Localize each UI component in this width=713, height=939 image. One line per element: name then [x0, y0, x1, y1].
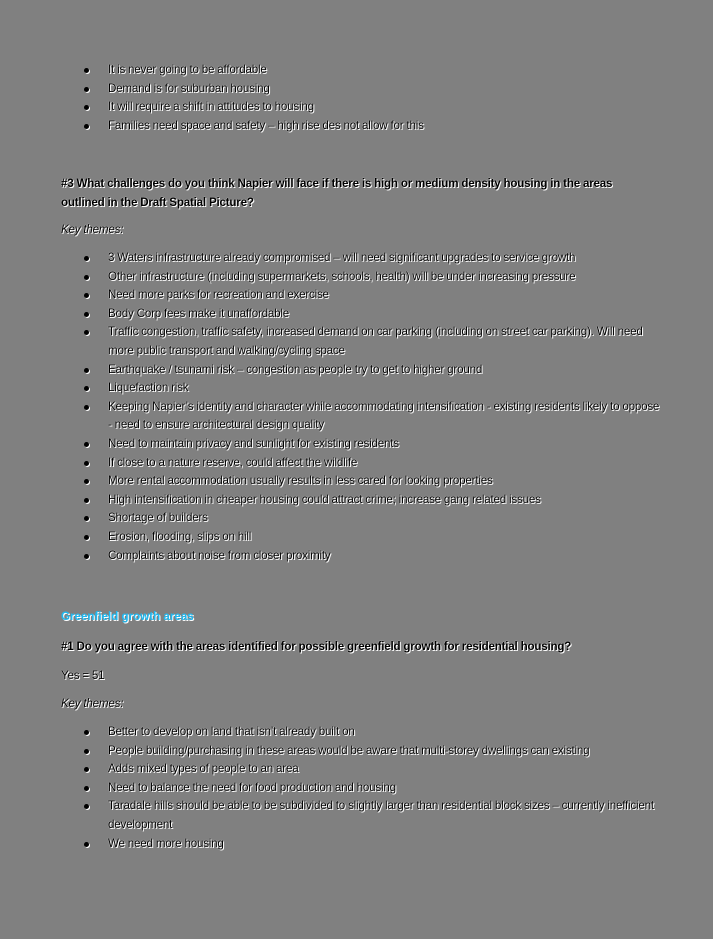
- list-item: Earthquake / tsunami risk – congestion as people try to get to higher ground: [84, 361, 664, 380]
- list-item: Need to balance the need for food production and housing: [84, 779, 664, 798]
- list-item: It will require a shift in attitudes to housing: [84, 98, 664, 117]
- list-item: Better to develop on land that isn’t already built on: [84, 723, 664, 742]
- list-item: Adds mixed types of people to an area: [84, 760, 664, 779]
- question-3-themes-list: [84, 249, 664, 565]
- key-themes-label: Key themes:: [61, 223, 124, 236]
- list-item: Body Corp fees make it unaffordable: [84, 305, 664, 324]
- greenfield-section-heading: Greenfield growth areas: [61, 610, 194, 623]
- list-item: We need more housing: [84, 835, 664, 854]
- top-bullet-list: [84, 61, 664, 135]
- list-item: Other infrastructure (including supermarkets, schools, health) will be under increasing pressure: [84, 268, 664, 287]
- list-item: It is never going to be affordable: [84, 61, 664, 80]
- greenfield-answer-count: Yes = 51: [61, 669, 105, 682]
- question-3-title: #3 What challenges do you think Napier will face if there is high or medium density housing in the areas outlined in the Draft Spatial Picture?: [61, 177, 613, 209]
- list-item: Need more parks for recreation and exercise: [84, 286, 664, 305]
- key-themes-label: Key themes:: [61, 697, 124, 710]
- list-item: Erosion, flooding, slips on hill: [84, 528, 664, 547]
- list-item: Shortage of builders: [84, 509, 664, 528]
- list-item: Traffic congestion, traffic safety, increased demand on car parking (including on street car parking). Will need more public transport and walking/cycling space: [84, 323, 664, 360]
- list-item: Need to maintain privacy and sunlight for existing residents: [84, 435, 664, 454]
- list-item: Families need space and safety – high rise des not allow for this: [84, 117, 664, 136]
- list-item: More rental accommodation usually results in less cared for looking properties: [84, 472, 664, 491]
- list-item: Liquefaction risk: [84, 379, 664, 398]
- greenfield-themes-list: [84, 723, 664, 853]
- list-item: Demand is for suburban housing: [84, 80, 664, 99]
- list-item: If close to a nature reserve, could affect the wildlife: [84, 454, 664, 473]
- list-item: High intensification in cheaper housing could attract crime; increase gang related issues: [84, 491, 664, 510]
- list-item: Complaints about noise from closer proximity: [84, 547, 664, 566]
- list-item: People building/purchasing in these areas would be aware that multi-storey dwellings can existing: [84, 742, 664, 761]
- list-item: Keeping Napier’s identity and character while accommodating intensification - existing residents likely to oppose - need to ensure architectural design quality: [84, 398, 664, 435]
- list-item: Taradale hills should be able to be subdivided to slightly larger than residential block sizes – currently inefficient development: [84, 797, 664, 834]
- greenfield-question-1-title: #1 Do you agree with the areas identified for possible greenfield growth for residential housing?: [61, 640, 572, 653]
- list-item: 3 Waters infrastructure already compromised – will need significant upgrades to service growth: [84, 249, 664, 268]
